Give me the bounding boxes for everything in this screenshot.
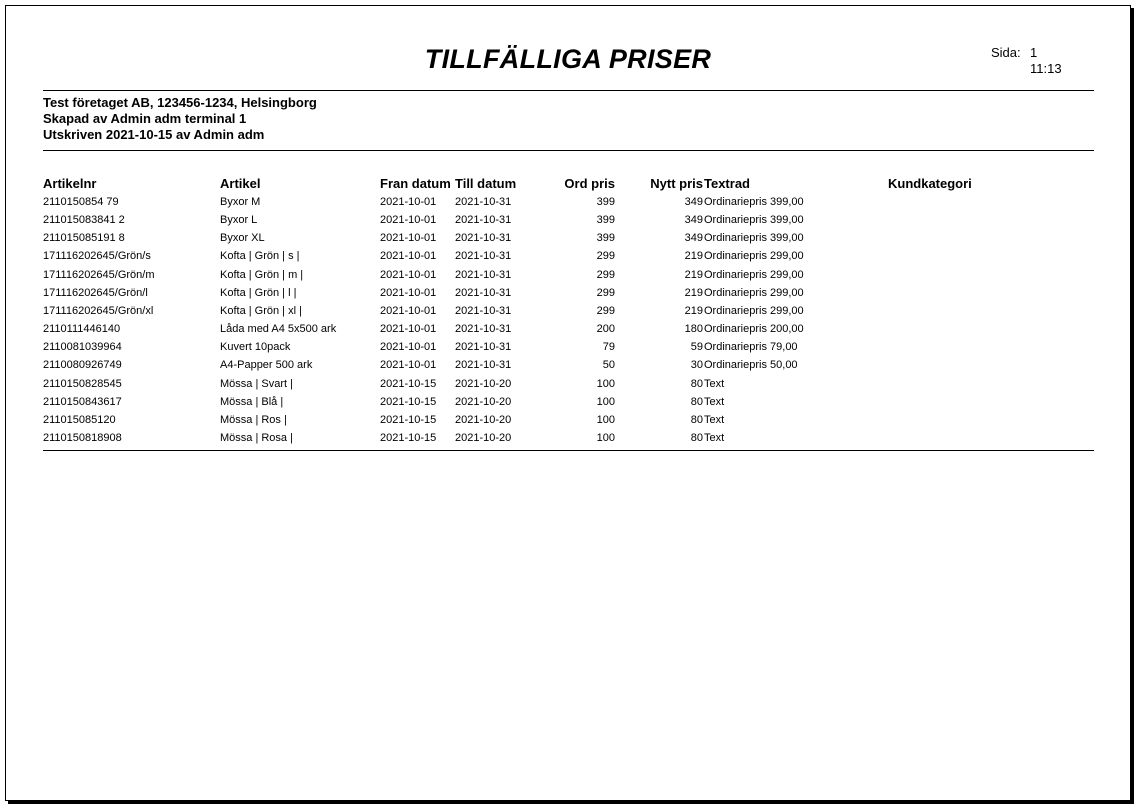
cell-artikelnr: 2110150843617 (43, 396, 122, 408)
cell-fran-datum: 2021-10-15 (380, 432, 437, 444)
cell-artikel: Kofta | Grön | l | (220, 287, 297, 299)
cell-fran-datum: 2021-10-01 (380, 323, 437, 335)
cell-artikelnr: 2110150818908 (43, 432, 122, 444)
cell-ord-pris: 100 (596, 432, 615, 444)
cell-nytt-pris: 80 (690, 414, 703, 426)
cell-textrad: Ordinariepris 399,00 (704, 196, 804, 208)
cell-till-datum: 2021-10-31 (455, 359, 512, 371)
cell-artikel: Mössa | Blå | (220, 396, 284, 408)
cell-fran-datum: 2021-10-01 (380, 196, 437, 208)
divider-header (43, 150, 1094, 151)
divider-bottom (43, 450, 1094, 451)
cell-fran-datum: 2021-10-15 (380, 414, 437, 426)
cell-ord-pris: 399 (596, 232, 615, 244)
cell-textrad: Ordinariepris 79,00 (704, 341, 798, 353)
cell-artikel: Kofta | Grön | xl | (220, 305, 302, 317)
cell-artikel: Byxor L (220, 214, 258, 226)
cell-till-datum: 2021-10-31 (455, 305, 512, 317)
cell-artikel: Byxor M (220, 196, 261, 208)
cell-textrad: Ordinariepris 399,00 (704, 232, 804, 244)
cell-artikelnr: 2110150828545 (43, 378, 122, 390)
cell-till-datum: 2021-10-20 (455, 396, 512, 408)
cell-textrad: Ordinariepris 299,00 (704, 305, 804, 317)
cell-ord-pris: 100 (596, 414, 615, 426)
report-title: TILLFÄLLIGA PRISER (424, 44, 712, 74)
cell-artikel: Låda med A4 5x500 ark (220, 323, 337, 335)
cell-textrad: Ordinariepris 299,00 (704, 287, 804, 299)
cell-nytt-pris: 349 (684, 214, 703, 226)
cell-ord-pris: 399 (596, 214, 615, 226)
cell-artikelnr: 2110111446140 (43, 323, 121, 335)
cell-textrad: Text (704, 378, 725, 390)
column-header-till-datum: Till datum (455, 176, 517, 191)
cell-textrad: Ordinariepris 200,00 (704, 323, 804, 335)
column-header-ord-pris: Ord pris (564, 176, 615, 191)
cell-nytt-pris: 349 (684, 196, 703, 208)
divider-top (43, 90, 1094, 91)
cell-ord-pris: 299 (596, 269, 615, 281)
cell-fran-datum: 2021-10-01 (380, 287, 437, 299)
cell-till-datum: 2021-10-31 (455, 250, 512, 262)
cell-artikel: Kofta | Grön | s | (220, 250, 300, 262)
cell-artikel: Kuvert 10pack (220, 341, 291, 353)
cell-fran-datum: 2021-10-01 (380, 214, 437, 226)
column-header-kundkategori: Kundkategori (888, 176, 972, 191)
cell-artikel: Mössa | Ros | (220, 414, 287, 426)
cell-fran-datum: 2021-10-01 (380, 250, 437, 262)
cell-artikelnr: 171116202645/Grön/xl (43, 305, 154, 317)
cell-nytt-pris: 180 (684, 323, 703, 335)
cell-till-datum: 2021-10-31 (455, 269, 512, 281)
cell-artikelnr: 211015083841 2 (43, 214, 125, 226)
cell-nytt-pris: 80 (690, 378, 703, 390)
cell-fran-datum: 2021-10-15 (380, 378, 437, 390)
column-header-textrad: Textrad (704, 176, 750, 191)
page-number-label: Sida: (991, 45, 1021, 60)
cell-fran-datum: 2021-10-01 (380, 305, 437, 317)
report-page (5, 5, 1131, 801)
cell-till-datum: 2021-10-31 (455, 341, 512, 353)
printed-info: Utskriven 2021-10-15 av Admin adm (43, 127, 265, 142)
cell-textrad: Text (704, 396, 725, 408)
cell-nytt-pris: 80 (690, 432, 703, 444)
cell-artikelnr: 171116202645/Grön/s (43, 250, 151, 262)
cell-artikelnr: 2110080926749 (43, 359, 122, 371)
cell-ord-pris: 299 (596, 287, 615, 299)
cell-artikel: Mössa | Rosa | (220, 432, 293, 444)
cell-artikel: Byxor XL (220, 232, 265, 244)
cell-ord-pris: 79 (602, 341, 615, 353)
company-info: Test företaget AB, 123456-1234, Helsingborg (43, 95, 317, 110)
cell-artikelnr: 211015085191 8 (43, 232, 125, 244)
page-number: 1 (1030, 45, 1038, 60)
cell-ord-pris: 200 (596, 323, 615, 335)
cell-artikelnr: 171116202645/Grön/l (43, 287, 148, 299)
cell-ord-pris: 399 (596, 196, 615, 208)
cell-nytt-pris: 219 (684, 305, 703, 317)
column-header-artikel: Artikel (220, 176, 261, 191)
cell-till-datum: 2021-10-31 (455, 232, 512, 244)
cell-artikel: Kofta | Grön | m | (220, 269, 304, 281)
cell-till-datum: 2021-10-20 (455, 414, 512, 426)
cell-artikelnr: 171116202645/Grön/m (43, 269, 155, 281)
cell-fran-datum: 2021-10-01 (380, 341, 437, 353)
cell-textrad: Ordinariepris 50,00 (704, 359, 798, 371)
cell-till-datum: 2021-10-31 (455, 196, 512, 208)
cell-nytt-pris: 30 (690, 359, 703, 371)
cell-artikelnr: 211015085120 (43, 414, 116, 426)
cell-ord-pris: 50 (602, 359, 615, 371)
cell-ord-pris: 299 (596, 250, 615, 262)
created-by: Skapad av Admin adm terminal 1 (43, 111, 247, 126)
cell-artikel: Mössa | Svart | (220, 378, 293, 390)
cell-artikelnr: 2110150854 79 (43, 196, 119, 208)
cell-artikel: A4-Papper 500 ark (220, 359, 313, 371)
column-header-nytt-pris: Nytt pris (650, 176, 703, 191)
cell-nytt-pris: 80 (690, 396, 703, 408)
cell-till-datum: 2021-10-20 (455, 432, 512, 444)
cell-till-datum: 2021-10-31 (455, 214, 512, 226)
print-time: 11:13 (1030, 61, 1062, 76)
cell-fran-datum: 2021-10-01 (380, 232, 437, 244)
cell-nytt-pris: 59 (690, 341, 703, 353)
cell-till-datum: 2021-10-31 (455, 323, 512, 335)
cell-textrad: Ordinariepris 299,00 (704, 269, 804, 281)
cell-fran-datum: 2021-10-01 (380, 359, 437, 371)
column-header-fran-datum: Fran datum (380, 176, 451, 191)
cell-nytt-pris: 219 (684, 287, 703, 299)
cell-ord-pris: 299 (596, 305, 615, 317)
cell-artikelnr: 2110081039964 (43, 341, 122, 353)
cell-textrad: Ordinariepris 299,00 (704, 250, 804, 262)
cell-nytt-pris: 219 (684, 250, 703, 262)
cell-fran-datum: 2021-10-15 (380, 396, 437, 408)
cell-nytt-pris: 219 (684, 269, 703, 281)
cell-till-datum: 2021-10-31 (455, 287, 512, 299)
cell-ord-pris: 100 (596, 396, 615, 408)
cell-textrad: Text (704, 432, 725, 444)
cell-textrad: Ordinariepris 399,00 (704, 214, 804, 226)
cell-fran-datum: 2021-10-01 (380, 269, 437, 281)
column-header-artikelnr: Artikelnr (43, 176, 97, 191)
cell-till-datum: 2021-10-20 (455, 378, 512, 390)
cell-ord-pris: 100 (596, 378, 615, 390)
cell-textrad: Text (704, 414, 725, 426)
cell-nytt-pris: 349 (684, 232, 703, 244)
